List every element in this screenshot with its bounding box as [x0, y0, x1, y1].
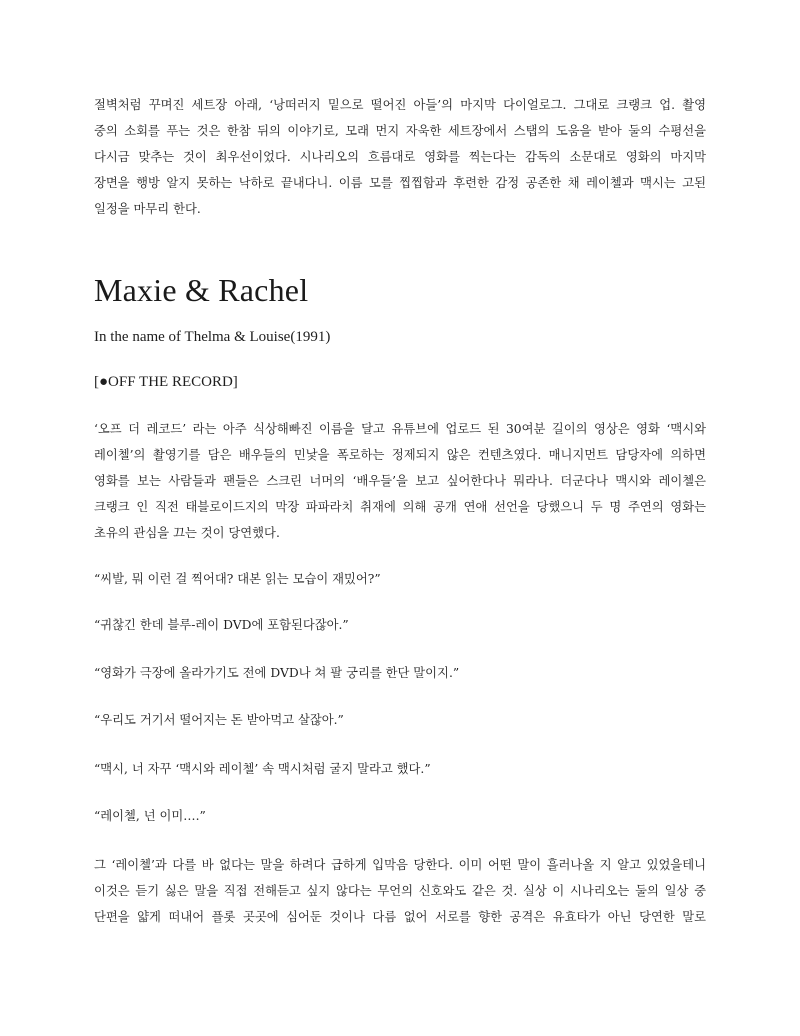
- dialogue-line: “귀찮긴 한데 블루-레이 DVD에 포함된다잖아.”: [94, 618, 349, 632]
- text-line: 일정을 마무리 한다.: [94, 202, 201, 216]
- dialogue-line: “영화가 극장에 올라가기도 전에 DVD나 쳐 팔 궁리를 한단 말이지.”: [94, 666, 460, 680]
- text-line: ‘오프 더 레코드’ 라는 아주 식상해빠진 이름을 달고 유튜브에 업로드 된 30여분 길이의 영상은 영화 ‘맥시와: [94, 422, 706, 436]
- section-subtitle: In the name of Thelma & Louise(1991): [94, 329, 331, 345]
- text-line: 다시금 맞추는 것이 최우선이었다. 시나리오의 흐름대로 영화를 찍는다는 감독의 소문대로 영화의 마지막: [94, 150, 706, 164]
- section-tag: [●OFF THE RECORD]: [94, 374, 238, 390]
- dialogue-line: “레이첼, 넌 이미….”: [94, 809, 206, 823]
- dialogue-line: “맥시, 너 자꾸 ‘맥시와 레이첼’ 속 맥시처럼 굴지 말라고 했다.”: [94, 762, 431, 776]
- text-line: 장면을 행방 알지 못하는 낙하로 끝내다니. 이름 모를 찝찝함과 후련한 감정 공존한 채 레이첼과 맥시는 고된: [94, 176, 706, 190]
- text-line: 중의 소회를 푸는 것은 한참 뒤의 이야기로, 모래 먼지 자욱한 세트장에서 스탭의 도움을 받아 둘의 수평선을: [94, 124, 706, 138]
- text-line: 크랭크 인 직전 태블로이드지의 막장 파파라치 취재에 의해 공개 연애 선언을 당했으니 두 명 주연의 영화는: [94, 500, 706, 514]
- dialogue-line: “우리도 거기서 떨어지는 돈 받아먹고 살잖아.”: [94, 713, 344, 727]
- text-line: 단편을 얇게 떠내어 플롯 곳곳에 심어둔 것이나 다름 없어 서로를 향한 공격은 유효타가 아닌 당연한 말로: [94, 910, 706, 924]
- section-title: Maxie & Rachel: [94, 272, 309, 308]
- text-line: 절벽처럼 꾸며진 세트장 아래, ‘낭떠러지 밑으로 떨어진 아들’의 마지막 다이얼로그. 그대로 크랭크 업. 촬영: [94, 98, 706, 112]
- dialogue-line: “씨발, 뭐 이런 걸 찍어대? 대본 읽는 모습이 재밌어?”: [94, 572, 381, 586]
- text-line: 그 ‘레이첼’과 다를 바 없다는 말을 하려다 급하게 입막음 당한다. 이미 어떤 말이 흘러나올 지 알고 있었을테니: [94, 858, 706, 872]
- text-line: 영화를 보는 사람들과 팬들은 스크린 너머의 ‘배우들’을 보고 싶어한다나 뭐라나. 더군다나 맥시와 레이첼은: [94, 474, 706, 488]
- text-line: 초유의 관심을 끄는 것이 당연했다.: [94, 526, 280, 540]
- text-line: 이것은 듣기 싫은 말을 직접 전해듣고 싶지 않다는 무언의 신호와도 같은 것. 실상 이 시나리오는 둘의 일상 중: [94, 884, 706, 898]
- text-line: 레이첼’의 촬영기를 담은 배우들의 민낯을 폭로하는 정제되지 않은 컨텐츠였다. 매니지먼트 담당자에 의하면: [94, 448, 706, 462]
